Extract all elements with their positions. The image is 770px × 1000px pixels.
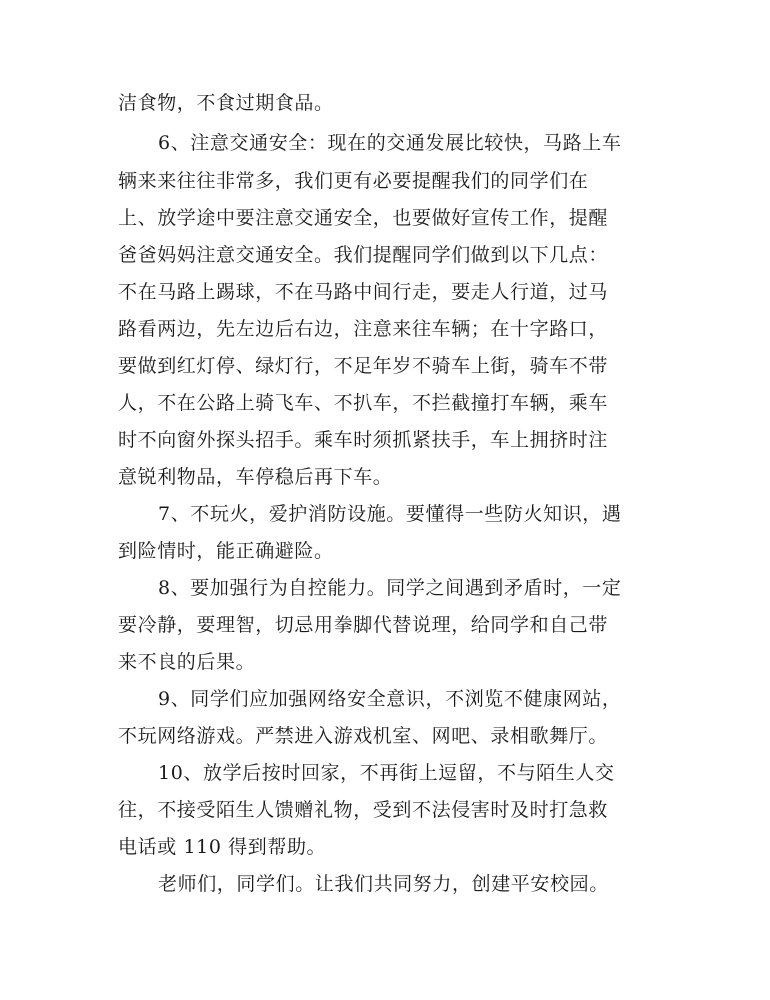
text-line: 要冷静，要理智，切忌用拳脚代替说理，给同学和自己带: [118, 614, 609, 636]
text-line: 到险情时，能正确避险。: [118, 540, 334, 562]
text-line: 爸爸妈妈注意交通安全。我们提醒同学们做到以下几点：: [118, 244, 609, 266]
text-line: 辆来来往往非常多，我们更有必要提醒我们的同学们在: [118, 170, 589, 192]
text-line: 9、同学们应加强网络安全意识，不浏览不健康网站，: [158, 688, 622, 710]
text-line: 电话或 110 得到帮助。: [118, 836, 327, 858]
text-line: 老师们，同学们。让我们共同努力，创建平安校园。: [158, 873, 609, 895]
text-line: 要做到红灯停、绿灯行，不足年岁不骑车上街，骑车不带: [118, 355, 609, 377]
text-line: 意锐利物品，车停稳后再下车。: [118, 466, 393, 488]
text-line: 路看两边，先左边后右边，注意来往车辆；在十字路口，: [118, 318, 609, 340]
text-line: 6、注意交通安全：现在的交通发展比较快，马路上车: [158, 132, 622, 154]
text-line: 上、放学途中要注意交通安全，也要做好宣传工作，提醒: [118, 207, 609, 229]
text-line: 洁食物，不食过期食品。: [118, 92, 334, 114]
text-line: 不玩网络游戏。严禁进入游戏机室、网吧、录相歌舞厅。: [118, 725, 609, 747]
text-line: 人，不在公路上骑飞车、不扒车，不拦截撞打车辆，乘车: [118, 392, 609, 414]
text-line: 10、放学后按时回家，不再街上逗留，不与陌生人交: [158, 762, 615, 784]
text-line: 8、要加强行为自控能力。同学之间遇到矛盾时，一定: [158, 577, 622, 599]
text-line: 不在马路上踢球，不在马路中间行走，要走人行道，过马: [118, 281, 609, 303]
text-line: 时不向窗外探头招手。乘车时须抓紧扶手，车上拥挤时注: [118, 429, 609, 451]
text-line: 往，不接受陌生人馈赠礼物，受到不法侵害时及时打急救: [118, 799, 609, 821]
text-line: 7、不玩火，爱护消防设施。要懂得一些防火知识，遇: [158, 503, 622, 525]
text-line: 来不良的后果。: [118, 651, 256, 673]
